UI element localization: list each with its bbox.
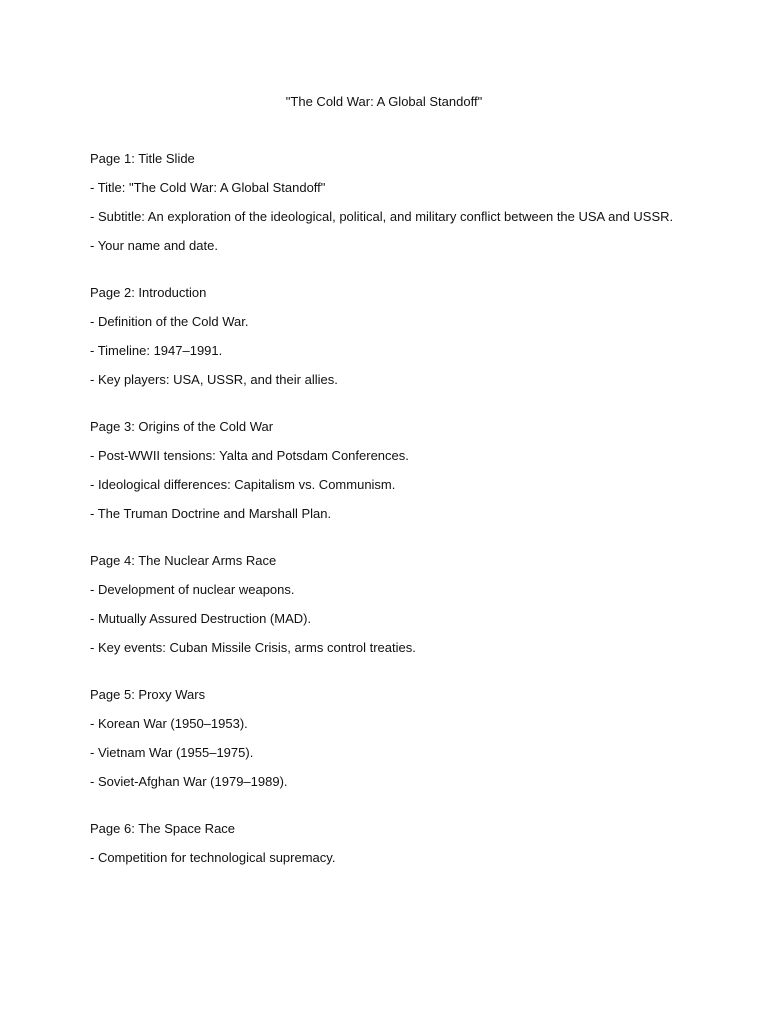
section-heading: Page 4: The Nuclear Arms Race — [90, 553, 277, 568]
bullet-item: - The Truman Doctrine and Marshall Plan. — [90, 506, 332, 521]
section-page-3 — [90, 418, 730, 523]
bullet-item: - Development of nuclear weapons. — [90, 582, 295, 597]
bullet-item: - Vietnam War (1955–1975). — [90, 745, 254, 760]
bullet-item: - Ideological differences: Capitalism vs. Communism. — [90, 477, 396, 492]
bullet-item: - Key players: USA, USSR, and their allies. — [90, 372, 338, 387]
bullet-item: - Korean War (1950–1953). — [90, 716, 248, 731]
bullet-item: - Competition for technological supremacy. — [90, 850, 336, 865]
section-heading: Page 2: Introduction — [90, 285, 207, 300]
section-page-6 — [90, 820, 730, 867]
document-body — [90, 150, 730, 896]
bullet-item: - Key events: Cuban Missile Crisis, arms control treaties. — [90, 640, 416, 655]
bullet-item: - Post-WWII tensions: Yalta and Potsdam Conferences. — [90, 448, 409, 463]
section-page-4 — [90, 552, 730, 657]
document-title: "The Cold War: A Global Standoff" — [285, 94, 483, 109]
bullet-item: - Mutually Assured Destruction (MAD). — [90, 611, 312, 626]
bullet-item: - Soviet-Afghan War (1979–1989). — [90, 774, 288, 789]
bullet-item: - Timeline: 1947–1991. — [90, 343, 223, 358]
section-heading: Page 6: The Space Race — [90, 821, 236, 836]
section-heading: Page 1: Title Slide — [90, 151, 195, 166]
bullet-item: - Your name and date. — [90, 238, 218, 253]
section-heading: Page 3: Origins of the Cold War — [90, 419, 274, 434]
bullet-item: - Title: "The Cold War: A Global Standoff" — [90, 180, 326, 195]
bullet-item: - Definition of the Cold War. — [90, 314, 249, 329]
section-page-2 — [90, 284, 730, 389]
section-page-5 — [90, 686, 730, 791]
bullet-item: - Subtitle: An exploration of the ideological, political, and military conflict between the USA and USSR. — [90, 209, 674, 224]
section-heading: Page 5: Proxy Wars — [90, 687, 206, 702]
section-page-1 — [90, 150, 730, 255]
